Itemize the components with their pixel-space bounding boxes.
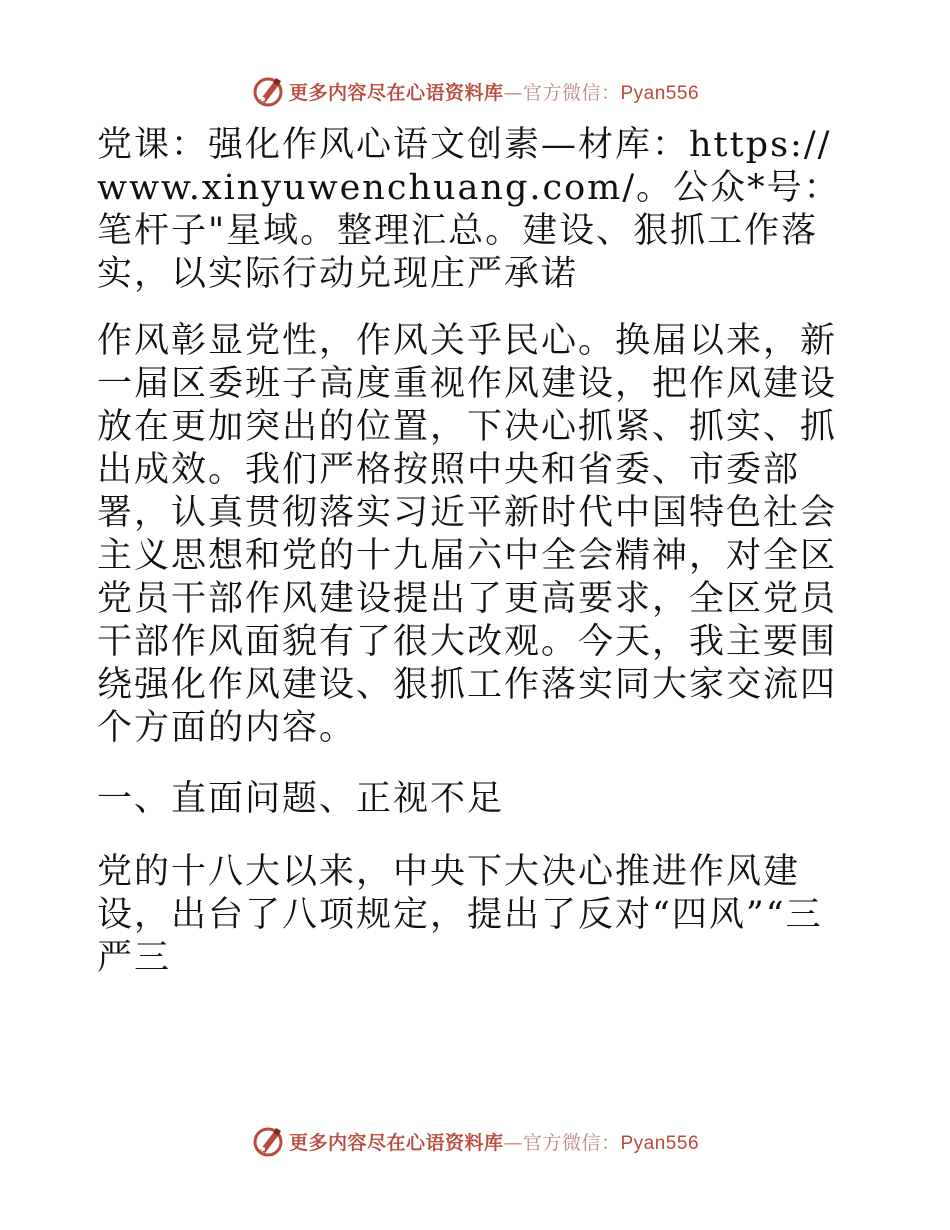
paragraph-body: 党的十八大以来，中央下大决心推进作风建设，出台了八项规定，提出了反对“四风”“三严三 bbox=[97, 852, 823, 978]
banner-brand bbox=[289, 1128, 699, 1155]
banner-dash: — bbox=[503, 1131, 523, 1154]
paragraph-title: 党课：强化作风心语文创素—材库：https://www.xinyuwenchuang.com/。公众*号：笔杆子"星域。整理汇总。建设、狠抓工作落实，以实际行动兑现庄严承诺 bbox=[97, 125, 841, 294]
banner-wechat-id: Pyan556 bbox=[620, 1132, 700, 1154]
pen-logo-icon bbox=[251, 1124, 285, 1158]
banner-site-text: 更多内容尽在心语资料库 bbox=[288, 81, 504, 104]
paragraph-intro: 作风彰显党性，作风关乎民心。换届以来，新一届区委班子高度重视作风建设，把作风建设放在更加突出的位置，下决心抓紧、抓实、抓出成效。我们严格按照中央和省委、市委部署，认真贯彻落实习近平新时代中国特色社会主义思想和党的十九届六中全会精神，对全区党员干部作风建设提出了更高要求，全区党员干部作风面貌有了很大改观。今天，我主要围绕强化作风建设、狠抓工作落实同大家交流四个方面的内容。 bbox=[97, 321, 838, 748]
document-body bbox=[97, 124, 852, 1008]
banner-site-text: 更多内容尽在心语资料库 bbox=[288, 1131, 504, 1154]
banner-dash: — bbox=[503, 81, 523, 104]
banner-wechat-id: Pyan556 bbox=[620, 82, 700, 104]
banner-official-label: 官方微信： bbox=[522, 81, 621, 104]
banner-brand bbox=[289, 78, 699, 105]
header-banner bbox=[0, 71, 950, 111]
banner-official-label: 官方微信： bbox=[522, 1131, 621, 1154]
footer-banner bbox=[0, 1121, 950, 1161]
pen-logo-icon bbox=[251, 74, 285, 108]
section-heading: 一、直面问题、正视不足 bbox=[97, 779, 505, 819]
